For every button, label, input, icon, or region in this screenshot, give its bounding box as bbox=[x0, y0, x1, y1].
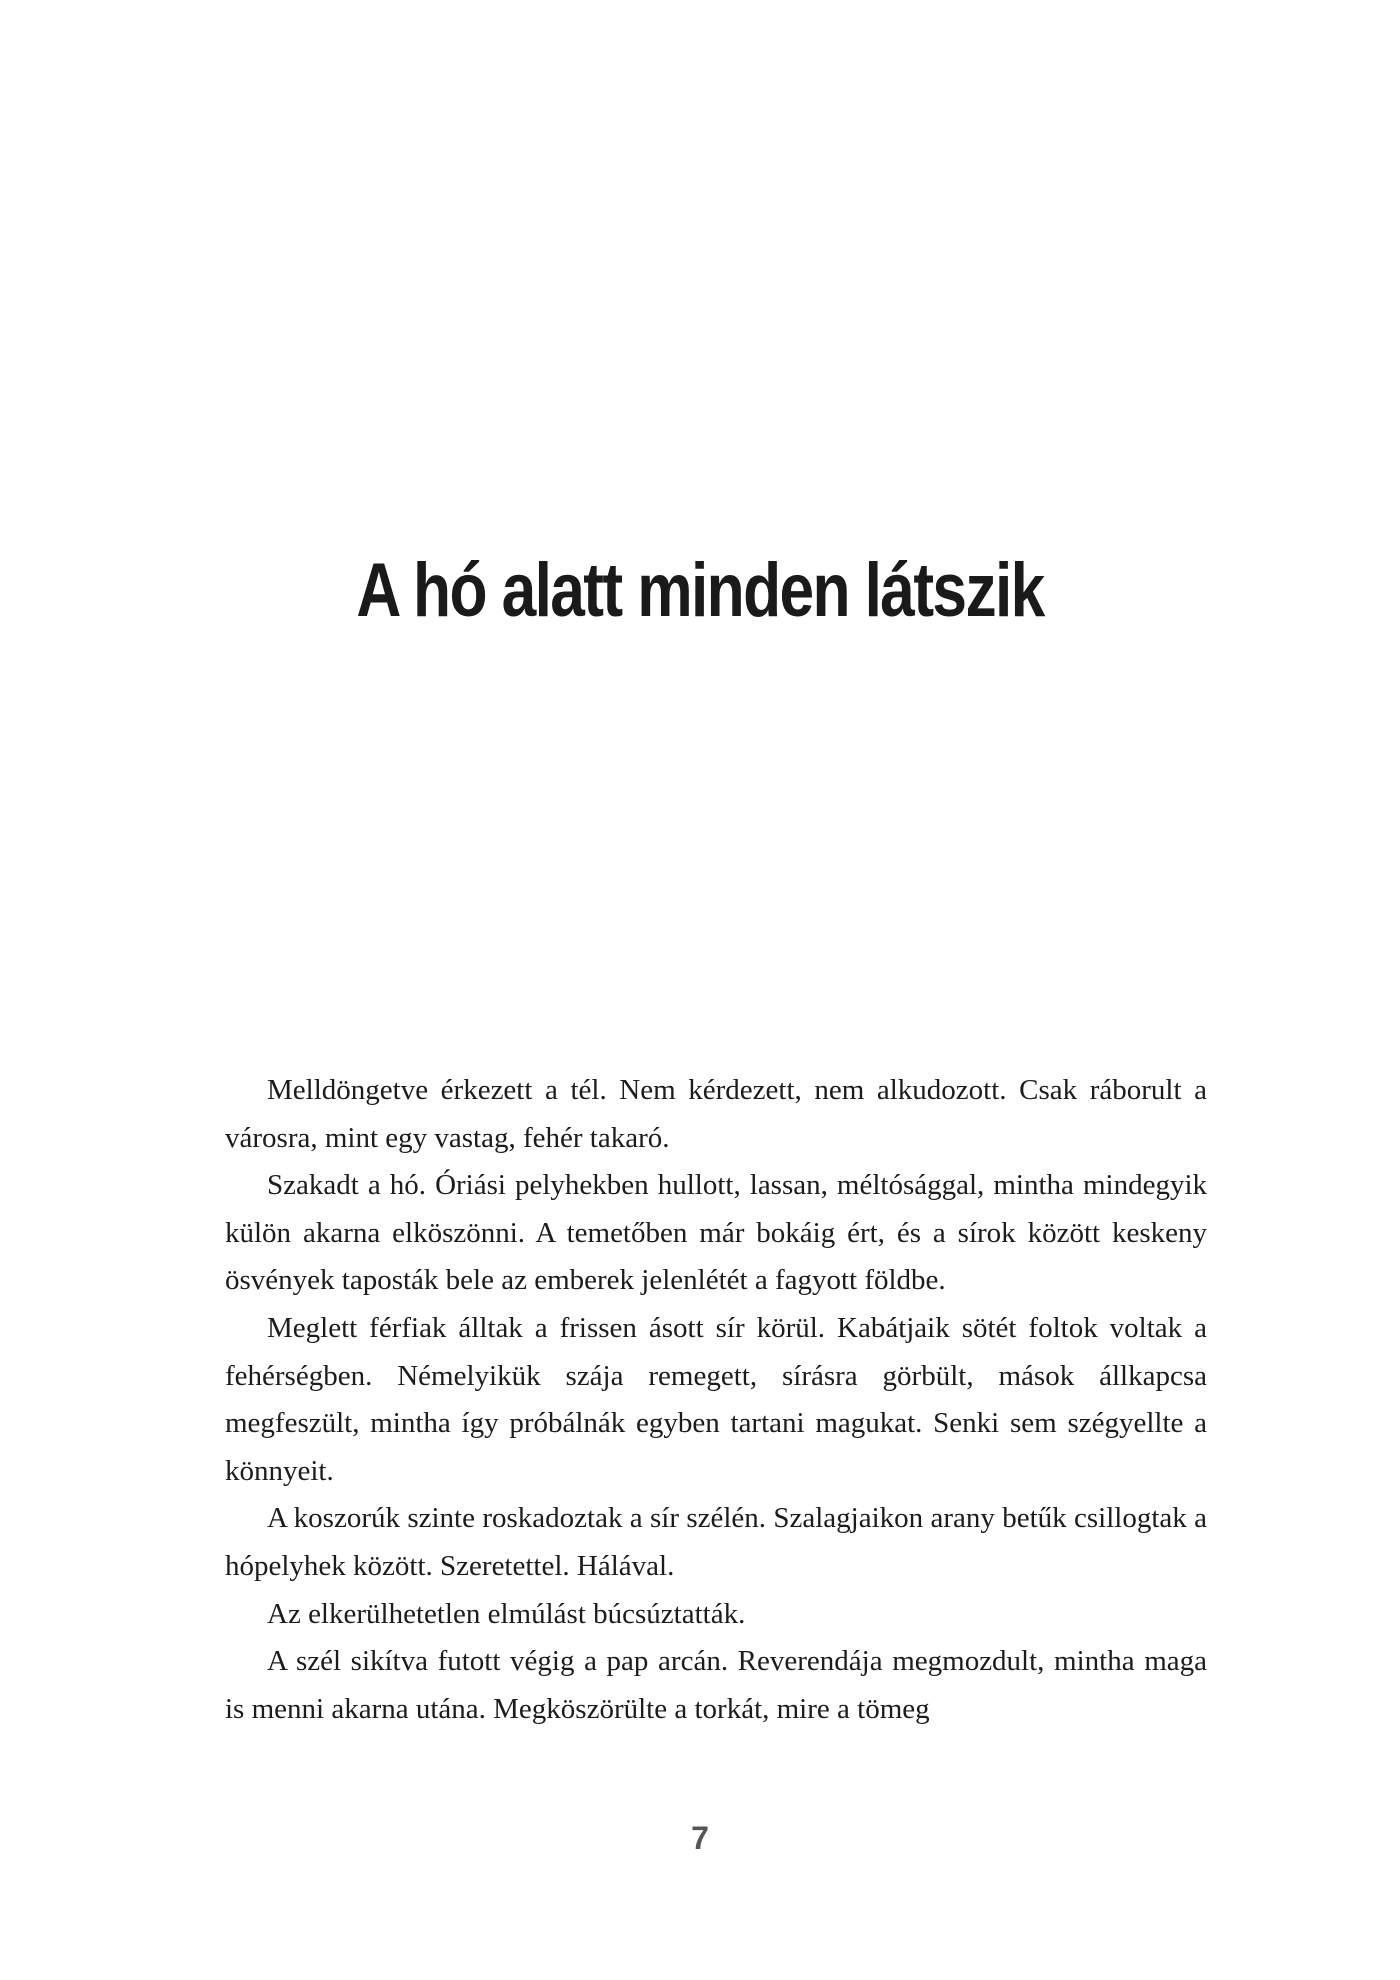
chapter-title: A hó alatt minden látszik bbox=[356, 548, 1044, 633]
paragraph: Szakadt a hó. Óriási pelyhekben hullott, lassan, méltósággal, mintha mindegyik külön akarna elköszönni. A temetőben már bokáig ért, és a sírok között keskeny ösvények taposták bele az emberek jelenlétét a fagyott földbe. bbox=[225, 1169, 1207, 1297]
paragraph: Az elkerülhetetlen elmúlást búcsúztatták. bbox=[267, 1597, 746, 1630]
paragraph: Meglett férfiak álltak a frissen ásott sír körül. Kabátjaik sötét foltok voltak a fehérségben. Némelyikük szája remegett, sírásra görbült, mások állkapcsa megfeszült, mintha így próbálnák egyben tartani magukat. Senki sem szégyellte a könnyeit. bbox=[225, 1311, 1207, 1487]
paragraph: A szél sikítva futott végig a pap arcán. Reverendája megmozdult, mintha maga is menni akarna utána. Megköszörülte a torkát, mire a tömeg bbox=[225, 1645, 1207, 1725]
body-text bbox=[225, 1067, 1207, 1733]
paragraph: Melldöngetve érkezett a tél. Nem kérdezett, nem alkudozott. Csak ráborult a városra, mint egy vastag, fehér takaró. bbox=[225, 1074, 1207, 1154]
page-number: 7 bbox=[691, 1820, 709, 1856]
paragraph: A koszorúk szinte roskadoztak a sír szélén. Szalagjaikon arany betűk csillogtak a hópelyhek között. Szeretettel. Hálával. bbox=[225, 1502, 1207, 1582]
